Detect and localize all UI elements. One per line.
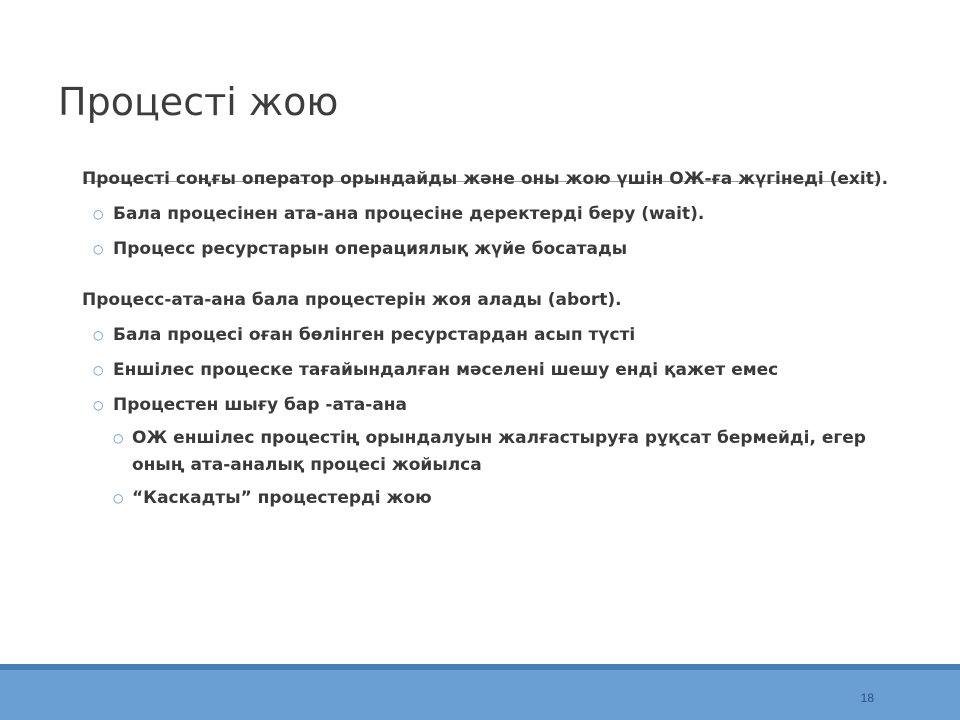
sub-list-item-text: ОЖ еншілес процестің орындалуын жалғастыруға рұқсат бермейді, егер оның ата-аналық процесі жойылса — [132, 428, 866, 475]
circle-bullet-icon: ○ — [113, 431, 124, 445]
sub-list-item — [82, 425, 902, 479]
list-item — [82, 236, 902, 263]
circle-bullet-icon: ○ — [93, 328, 104, 342]
circle-bullet-icon: ○ — [113, 491, 124, 505]
list-item-text: Еншілес процеске тағайындалған мәселені шешу енді қажет емес — [113, 360, 779, 380]
sub-list-item-text: “Каскадты” процестерді жою — [132, 488, 432, 508]
list-item-text: Бала процесінен ата-ана процесіне деректерді беру (wait). — [113, 204, 705, 224]
list-item — [82, 392, 902, 419]
list-item-text: Бала процесі оған бөлінген ресурстардан асып түсті — [113, 325, 636, 345]
list-item-text: Процесс ресурстарын операциялық жүйе босатады — [113, 239, 628, 259]
page-number: 18 — [860, 691, 874, 705]
list-item-text: Процестен шығу бар -ата-ана — [113, 395, 408, 415]
circle-bullet-icon: ○ — [93, 363, 104, 377]
sub-list-item — [82, 485, 902, 512]
circle-bullet-icon: ○ — [93, 242, 104, 256]
circle-bullet-icon: ○ — [93, 207, 104, 221]
content-paragraph-2: Процесс-ата-ана бала процестерін жоя алады (abort). — [82, 290, 622, 310]
list-item — [82, 357, 902, 384]
slide-content — [82, 166, 902, 512]
content-paragraph-1: Процесті соңғы оператор орындайды және оны жою үшін ОЖ-ға жүгінеді (exit). — [82, 169, 889, 189]
circle-bullet-icon: ○ — [93, 398, 104, 412]
footer-band — [0, 664, 960, 720]
slide-title: Процесті жою — [58, 80, 339, 124]
list-item — [82, 201, 902, 228]
list-item — [82, 322, 902, 349]
